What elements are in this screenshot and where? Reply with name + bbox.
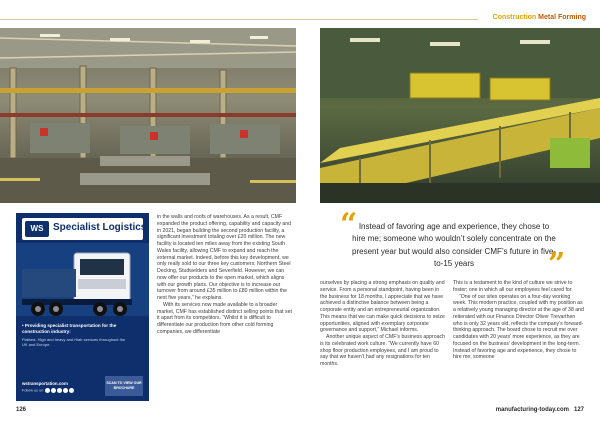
advert-url[interactable]: wstransportation.com: [22, 381, 68, 386]
header-rule: [0, 19, 478, 20]
advert-header: [22, 218, 147, 240]
site-url[interactable]: manufacturing-today.com: [495, 407, 569, 413]
advert-title: Specialist Logistics: [53, 222, 147, 233]
production-line-photo: [320, 28, 600, 203]
pull-quote: Instead of favoring age and experience, they chose to hire me; someone who wouldn’t solely concentrate on the present year but would also consider CMF’s future in five-to-15 years: [352, 222, 556, 269]
twitter-icon[interactable]: [51, 388, 56, 393]
section-header: [493, 14, 586, 21]
advert-bullet: • Providing specialist transportation for the construction industry:: [22, 323, 117, 334]
article-column-2: [320, 280, 446, 368]
article-column-3: [453, 280, 584, 361]
quote-open-mark: “: [340, 207, 358, 242]
follow-label: Follow us on: [22, 388, 44, 393]
paragraph: in the walls and roofs of warehouses. As a result, CMF expanded the product offering, capability and capacity and in 2021, began building the second production facility, a significant investment totaling over £20 million. The new facility is located ten miles away from the existing South Wales facility, allowing CMF to expand and reach the external market. Indeed, before this key development, we only really sold to our three key customers: Northern Steel Decking, Studwelders and Severfield. However, we can now offer our products to the open market, which aligns with our growth plans. Our objective is to increase our turnover from around £35 million to £80 million within the next five years,” he explains.: [157, 214, 292, 301]
folio-right: [496, 407, 584, 413]
page-number-right: 127: [573, 407, 584, 413]
section-prefix: Construction: [492, 14, 537, 21]
advert-footer: [22, 381, 74, 393]
linkedin-icon[interactable]: [57, 388, 62, 393]
paragraph: With its services now made available to a broader market, CMF has established distinct selling points that set it apart from its competitors. “Whilst it is difficult to differentiate our production from other cold forming companies, we differentiate: [157, 301, 292, 335]
article-column-1: [157, 214, 292, 336]
page-number-left: 126: [16, 407, 27, 413]
advert-copy: [22, 323, 126, 348]
paragraph: “One of our sites operates on a four-day working week. This modern practice, coupled with my position as a relatively young managing director at the age of 38 and reiterated with our Finance Director Oliver Trevarthen who is only 32 years old, reflects the company’s forward-thinking approach. The board chose to recruit me over candidates with 20 years’ more experience, as they are focused on the business’ development in the long-term. Instead of favoring age and experience, they chose to hire me; someone: [453, 293, 584, 361]
specialist-logistics-advert[interactable]: [16, 213, 149, 401]
section-name: Metal Forming: [538, 14, 586, 21]
advert-services: Flatbed, High and heavy and Hiab services throughout the UK and Europe.: [22, 337, 126, 348]
factory-warehouse-photo: [0, 28, 296, 203]
paragraph: Another unique aspect of CMF’s business approach is its celebrated work culture. “We currently have 60 shop floor production employees, and I am proud to say that we haven’t had any resignations for ten months.: [320, 334, 445, 367]
facebook-icon[interactable]: [45, 388, 50, 393]
ws-logo: WS: [25, 221, 49, 237]
paragraph: This is a testament to the kind of culture we strive to foster; one in which all our employees feel cared for.: [453, 280, 573, 293]
scan-brochure-button[interactable]: SCAN TO VIEW OUR BROCHURE: [105, 376, 143, 396]
quote-close-mark: ”: [548, 247, 566, 282]
youtube-icon[interactable]: [69, 388, 74, 393]
advert-follow: [22, 388, 74, 393]
instagram-icon[interactable]: [63, 388, 68, 393]
truck-icon: [16, 243, 149, 323]
paragraph: ourselves by placing a strong emphasis on quality and service. From a personal standpoint, having been in the business for 18 months, I appreciate that we have achieved a distinctive balance between being a corporate entity and an entrepreneurial organization. This means that we can make quick decisions to seize opportunities, aligned with exemplary corporate governance and support,” Michael informs.: [320, 280, 445, 334]
